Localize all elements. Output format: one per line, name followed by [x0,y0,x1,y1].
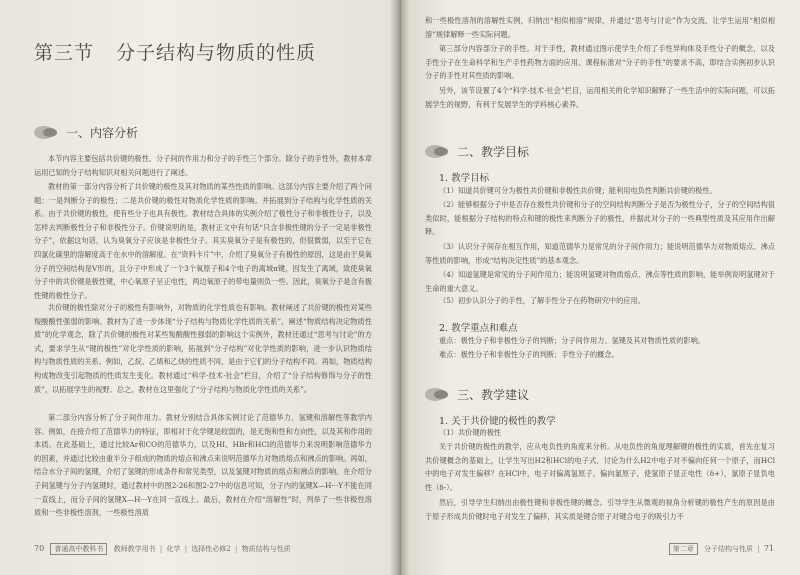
key-point: 重点：极性分子和非极性分子的判断；分子间作用力、氢键及其对物质性质的影响。 [439,336,705,345]
paragraph: 关于共价键的极性的教学，应从电负性的角度来分析。从电负性的角度理解键的极性的实质，首先在复习共价键概念的基础上，让学生写出H2和HCl的电子式，讨论为什么H2中电子对不偏向任何一个原子，而HCl中的电子对发生偏移？在HCl中，电子对偏离氢原子，偏向氯原子，使氢原子显正电性（δ+），氯原子显负电性（δ-）。 [425,442,775,492]
goal-item: （5）初步认识分子的手性，了解手性分子在药物研究中的应用。 [439,296,645,305]
paragraph: 本节内容主要包括共价键的极性、分子间的作用力和分子的手性三个部分。除分子的手性外，教材本章运用已知的分子结构知识对相关问题进行了阐述。 [34,154,372,177]
book-title: 物质结构与性质 [241,545,291,553]
section-heading-content-analysis [34,124,138,141]
key-point: 难点：极性分子和非极性分子的判断；手性分子的概念。 [439,350,619,359]
section-number: 第三节 [34,42,95,64]
subheading: 1. 教学目标 [439,173,490,184]
section-marker-icon [425,145,451,158]
section-marker-icon [34,126,60,139]
subject: 化学 [166,545,181,553]
chapter-name: 分子结构与性质 [703,545,753,553]
page-footer-left: 70 普通高中教科书 教师教学用书 | 化学 | 选择性必修2 | 物质结构与性质 [34,544,291,553]
right-page [403,0,800,575]
section-name: 分子结构与物质的性质 [116,42,317,64]
series-title: 普通高中教科书 [50,543,107,555]
goal-item: （4）知道氢键是常见的分子间作用力；能说明氢键对物质熔点、沸点等性质的影响，能举例说明氢键对于生命的重大意义。 [425,270,775,293]
paragraph: 和一些极性溶剂的溶解性实例，归纳出“相似相溶”规律，并通过“思考与讨论”作为交流，让学生运用“相似相溶”规律解释一些实际问题。 [425,16,775,39]
sub-subheading: （1）共价键的极性 [439,428,502,437]
paragraph: 另外，该节设置了4个“科学·技术·社会”栏目，运用相关的化学知识解释了一些生活中的实际问题，可以拓展学生的视野，有利于发展学生的学科核心素养。 [425,86,775,109]
paragraph: 共价键的极性除对分子的极性有影响外，对物质的化学性质也有影响。教材阐述了共价键的极性对某些羧酸酸性强弱的影响。教材为了进一步体现“分子结构与物质化学性质的关系”，阐述“物质结构决定物质性质”的化学观念，除了共价键的极性对某些羧酸酸性强弱的影响这个实例外，教材还通过“思考与讨论”的方式，要求学生从“键的极性”对化学性质的影响，拓展到“分子结构”对化学性质的影响，进一步认识物质结构与物质性质的关系。例如，乙烷、乙烯和乙炔的性质不同，是由于它们的分子结构不同。再如，物质结构构成物改变引起物质的性质发生变化。教材通过“科学·技术·社会”栏目，介绍了“分子结构修饰与分子的性质”，以拓展学生的视野。总之，教材在这里强化了“分子结构与物质化学性质的关系”。 [34,303,372,394]
page-number: 70 [34,544,45,553]
goal-item: （3）认识分子间存在相互作用，知道范德华力是常见的分子间作用力；能说明范德华力对物质熔点、沸点等性质的影响，形成“结构决定性质”的基本观念。 [425,242,775,265]
volume: 选择性必修2 [191,545,231,553]
section-heading-teaching-goals [425,143,529,160]
section-heading-suggestions [425,386,529,403]
page-footer-right: 第二章 分子结构与性质 | 71 [665,543,774,555]
section-heading-text: 三、教学建议 [457,388,530,402]
chapter-label: 第二章 [669,543,698,555]
chapter-title [34,38,316,65]
section-marker-icon [425,388,451,401]
paragraph: 第二部分内容分析了分子间作用力。教材分别结合具体实例讨论了范德华力、氢键和溶解性等教学内容。例如，在接介绍了范德华力的特征，即相对于化学键是较弱的，是无饱和性和方向性，以及其和作用的本质。在此基础上，通过比较Ar和CO的范德华力，以及HI、HBr和HCl的范德华力来说明影响范德华力的因素，并通过比较由重半分子组成的物质的熔点和沸点来说明范德华力对物质熔点和沸点的影响。再如，结合水分子间的氢键，介绍了氢键的形成条件和常见类型，以及氢键对物质的熔点和沸点的影响。在介绍分子间氢键与分子内氢键时，通过教材中的图2-26和图2-27中的信息可知，分子内的氢键X—H···Y不能在同一直线上，而分子间的氢键X—H···Y在同一直线上。最后，教材在介绍“溶解性”时，列举了一些非极性溶质和一些非极性溶剂，一些极性溶质 [34,413,372,518]
section-heading-text: 二、教学目标 [457,145,530,159]
subheading: 1. 关于共价键的极性的教学 [439,416,556,427]
goal-item: （2）能够根据分子中是否存在极性共价键和分子的空间结构判断分子是否为极性分子，分子的空间结构很类似时，能根据分子结构的特点和键的极性来判断分子的极性，并据此对分子的一些典型性质及其应用作出解释。 [425,200,775,237]
paragraph: 第三部分内容部分子的手性。对于手性，教材通过图示使学生介绍了手性异构体及手性分子的概念，以及手性分子在生命科学和生产手性药物方面的应用。课程标准对“分子的手性”的要求不高，即结合实例初步认识分子的手性对其性质的影响。 [425,44,775,81]
paragraph: 教材的第一部分内容分析了共价键的极性及其对物质的某些性质的影响。这部分内容主要介绍了两个问题：一是判断分子的极性；二是共价键的极性对物质化学性质的影响。并拓展到分子结构与化学性质的关系。由于共价键的极性，使有些分子也具有极性。教材结合具体的实例介绍了极性分子和非极性分子，以及怎样去判断极性分子和非极性分子。价键说明的是，教材正文中有句话“只含非极性键的分子一定是非极性分子”，依据这句话，认为臭氧分子应该是非极性分子。其实臭氧分子是有极性的，但很微弱，以至于它在四氯化碳里的溶解度高于在水中的溶解度。在“资料卡片”中，介绍了臭氧分子有极性的原因，这是由于臭氧分子的空间结构是V形的，且分子中形成了一个3个氧原子和4个电子的离域π键，因发生了离域，致使臭氧分子中的共价键是极性键，中心氧原子呈正电性，两边氧原子的带电量则负一些。因此，臭氧分子是含有极性键的极性分子。 [34,182,372,300]
book-gutter [390,0,410,575]
left-page [0,0,397,575]
section-heading-text: 一、内容分析 [66,126,139,140]
book-type: 教师教学用书 [113,545,156,553]
paragraph: 然后，引导学生归纳出由极性键和非极性键的概念。引导学生从微观的视角分析键的极性产生的原因是由于原子形成共价键时电子对发生了偏移，其实质是键合原子对键合电子的吸引力不 [425,498,775,521]
subheading: 2. 教学重点和难点 [439,323,518,334]
goal-item: （1）知道共价键可分为极性共价键和非极性共价键；能利用电负性判断共价键的极性。 [439,186,717,195]
page-number: 71 [763,544,774,553]
